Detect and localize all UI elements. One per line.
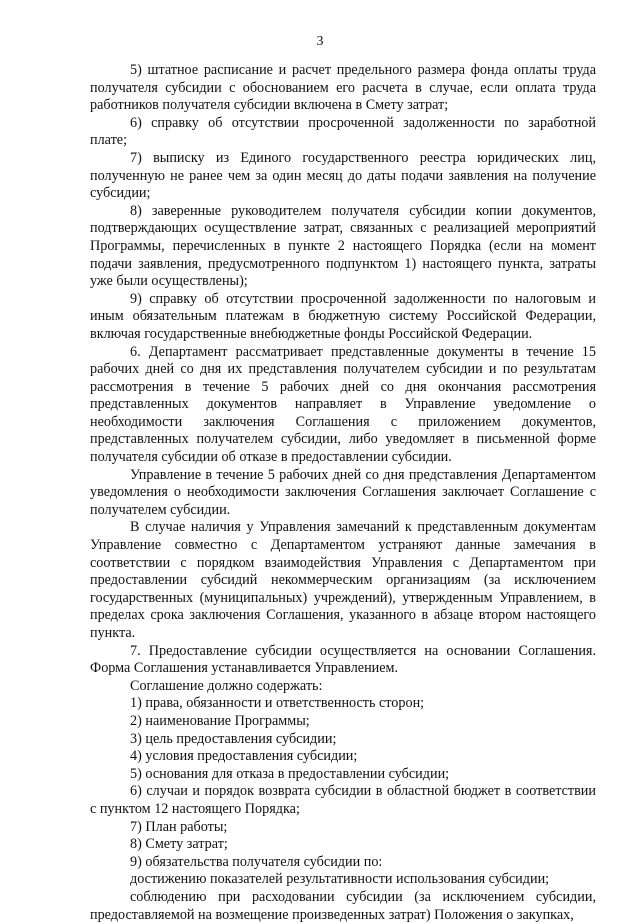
paragraph: 6) справку об отсутствии просроченной задолженности по заработной плате;	[90, 114, 596, 149]
list-item: 3) цель предоставления субсидии;	[130, 730, 337, 747]
paragraph: 7) выписку из Единого государственного реестра юридических лиц, полученную не ранее чем за один месяц до даты подачи заявления на получение субсидии;	[90, 149, 596, 202]
paragraph: 7. Предоставление субсидии осуществляется на основании Соглашения. Форма Соглашения устанавливается Управлением.	[90, 642, 596, 677]
list-item: 9) обязательства получателя субсидии по:	[130, 853, 383, 870]
paragraph: 9) справку об отсутствии просроченной задолженности по налоговым и иным обязательным платежам в бюджетную систему Российской Федерации, включая государственные внебюджетные фонды Российской Федерации.	[90, 290, 596, 342]
paragraph: Управление в течение 5 рабочих дней со дня представления Департаментом уведомления о необходимости заключения Соглашения заключает Соглашение с получателем субсидии.	[90, 466, 596, 518]
list-item: 6) случаи и порядок возврата субсидии в областной бюджет в соответствии с пунктом 12 настоящего Порядка;	[90, 783, 596, 817]
paragraph: достижению показателей результативности использования субсидии;	[130, 871, 550, 888]
document-body	[90, 62, 596, 924]
paragraph: 8) заверенные руководителем получателя субсидии копии документов, подтверждающих осуществление затрат, связанных с реализацией мероприятий Программы, перечисленных в пункте 2 настоящего Порядка (если на момент подачи заявления, предусмотренного подпунктом 1) настоящего пункта, затраты уже были осуществлены);	[90, 202, 596, 290]
list-item: 5) основания для отказа в предоставлении субсидии;	[130, 765, 450, 782]
paragraph: В случае наличия у Управления замечаний к представленным документам Управление совместно с Департаментом устраняют данные замечания в соответствии с порядком взаимодействия Управления с Департаментом при предоставлении субсидий некоммерческим организациям (за исключением государственных (муниципальных) учреждений), утвержденным Управлением, в пределах срока заключения Соглашения, указанного в абзаце втором настоящего пункта.	[90, 519, 596, 641]
paragraph: 5) штатное расписание и расчет предельного размера фонда оплаты труда получателя субсидии с обоснованием его расчета в случае, если оплата труда работников получателя субсидии включена в Смету затрат;	[90, 62, 596, 114]
paragraph: 6. Департамент рассматривает представленные документы в течение 15 рабочих дней со дня их представления получателем субсидии и по результатам рассмотрения в течение 5 рабочих дней со дня окончания рассмотрения представленных документов направляет в Управление уведомление о необходимости заключения Соглашения с приложением документов, представленных получателем субсидии, либо уведомляет в письменной форме получателя субсидии об отказе в предоставлении субсидии.	[90, 343, 596, 466]
page-number: 3	[316, 34, 324, 49]
list-item: 1) права, обязанности и ответственность сторон;	[130, 695, 425, 712]
list-item: 7) План работы;	[130, 818, 228, 835]
paragraph: Соглашение должно содержать:	[130, 677, 323, 694]
list-item: 2) наименование Программы;	[130, 712, 310, 729]
list-item: 8) Смету затрат;	[130, 836, 228, 853]
list-item: 4) условия предоставления субсидии;	[130, 748, 358, 765]
paragraph: соблюдению при расходовании субсидии (за исключением субсидии, предоставляемой на возмещение произведенных затрат) Положения о закупках,	[90, 888, 596, 923]
